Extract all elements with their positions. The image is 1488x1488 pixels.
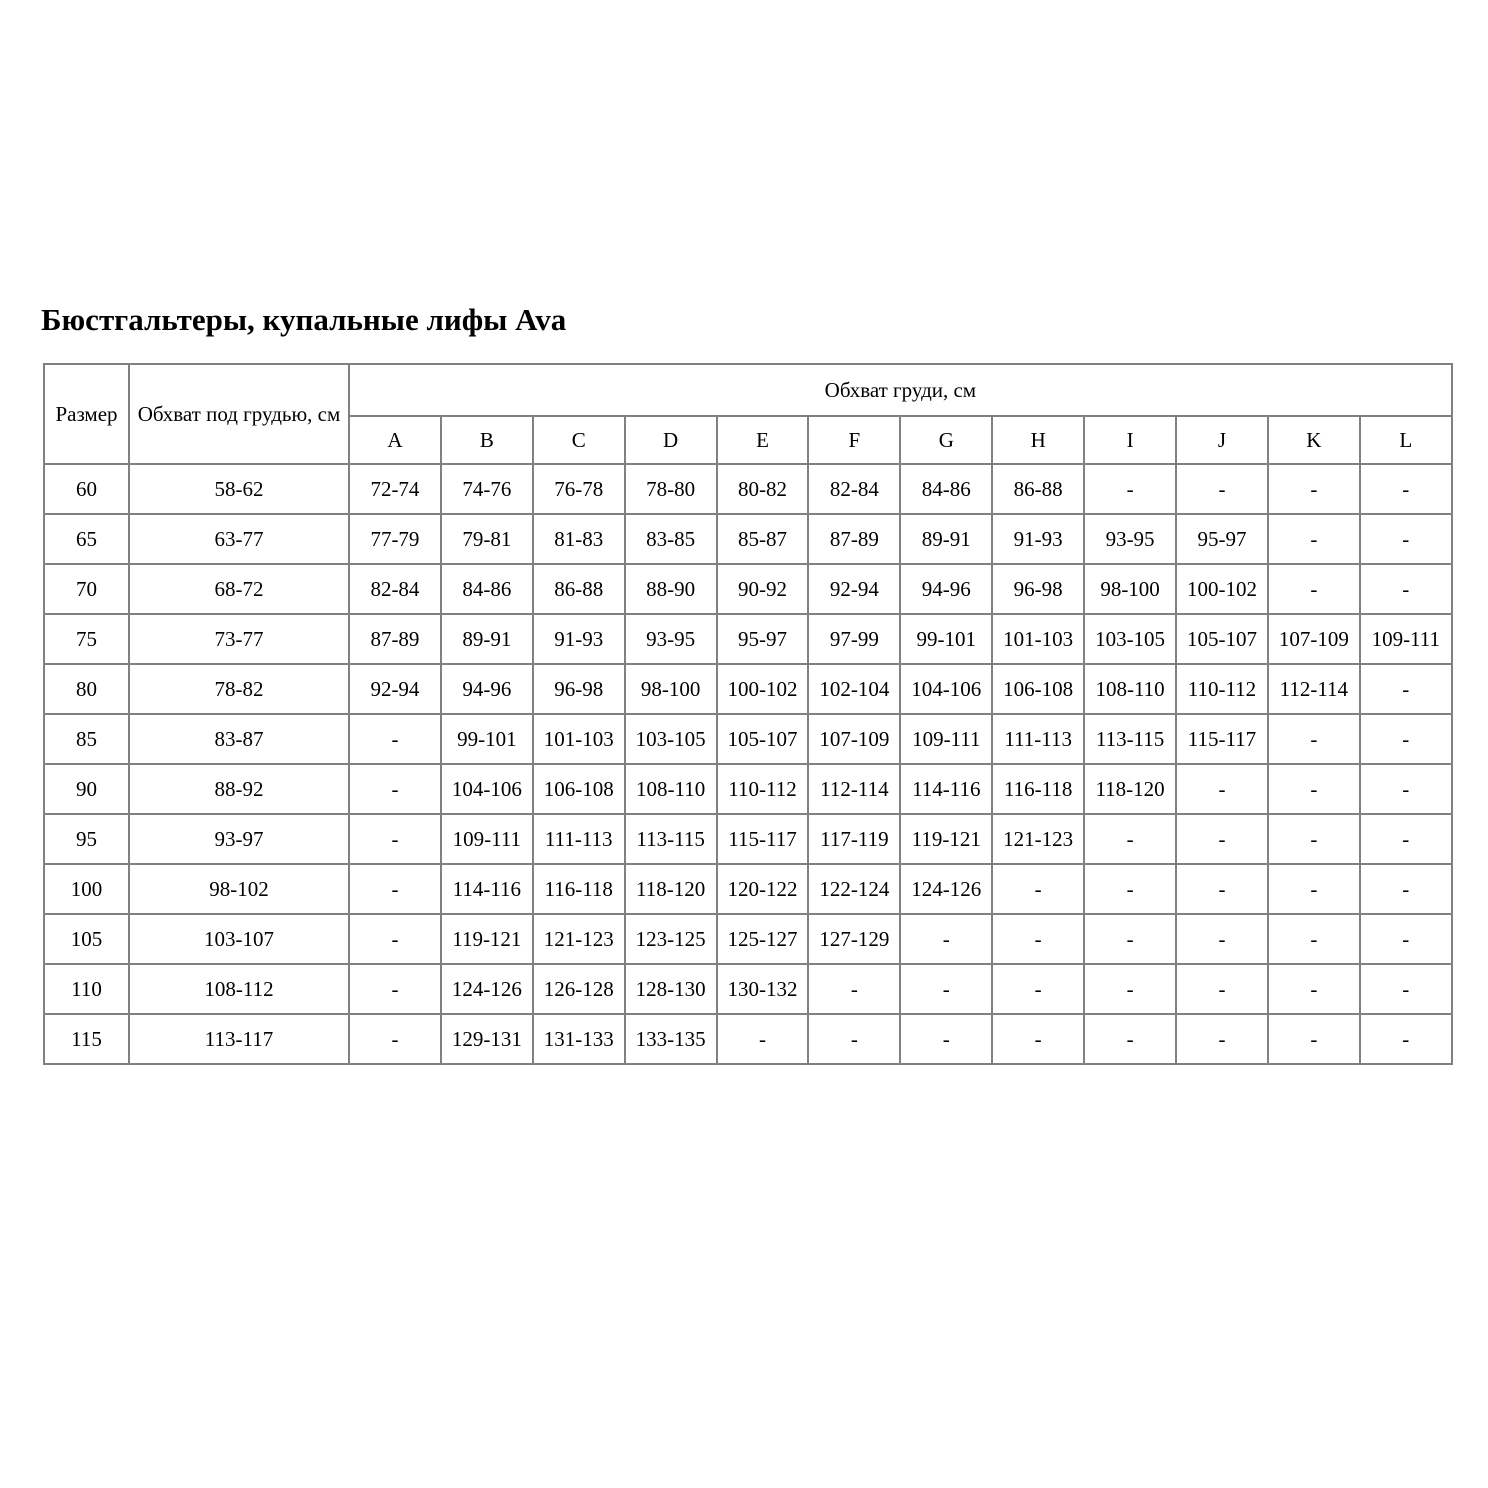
underbust-cell: 113-117 [129, 1014, 349, 1064]
table-row [44, 564, 1452, 614]
header-cup-i: I [1084, 416, 1176, 464]
cup-cell: 84-86 [900, 464, 992, 514]
cup-cell: 94-96 [441, 664, 533, 714]
header-cup-d: D [625, 416, 717, 464]
cup-cell: 125-127 [717, 914, 809, 964]
cup-cell: 82-84 [808, 464, 900, 514]
cup-cell: 100-102 [1176, 564, 1268, 614]
cup-cell: 110-112 [717, 764, 809, 814]
size-cell: 115 [44, 1014, 129, 1064]
cup-cell: 127-129 [808, 914, 900, 964]
size-cell: 95 [44, 814, 129, 864]
table-row [44, 514, 1452, 564]
underbust-cell: 73-77 [129, 614, 349, 664]
underbust-cell: 63-77 [129, 514, 349, 564]
underbust-cell: 93-97 [129, 814, 349, 864]
cup-cell: 115-117 [717, 814, 809, 864]
cup-cell: 123-125 [625, 914, 717, 964]
cup-cell: - [1268, 814, 1360, 864]
table-row [44, 714, 1452, 764]
cup-cell: 91-93 [992, 514, 1084, 564]
cup-cell: 131-133 [533, 1014, 625, 1064]
cup-cell: 98-100 [1084, 564, 1176, 614]
cup-cell: 119-121 [441, 914, 533, 964]
table-row [44, 864, 1452, 914]
cup-cell: - [900, 964, 992, 1014]
cup-cell: - [1360, 864, 1452, 914]
cup-cell: - [1360, 1014, 1452, 1064]
cup-cell: - [1360, 664, 1452, 714]
cup-cell: 90-92 [717, 564, 809, 614]
cup-cell: - [349, 764, 441, 814]
cup-cell: 85-87 [717, 514, 809, 564]
cup-cell: - [349, 1014, 441, 1064]
size-chart-table [43, 363, 1453, 1065]
cup-cell: 109-111 [1360, 614, 1452, 664]
header-cup-f: F [808, 416, 900, 464]
cup-cell: 113-115 [625, 814, 717, 864]
size-cell: 90 [44, 764, 129, 814]
cup-cell: 87-89 [808, 514, 900, 564]
cup-cell: 91-93 [533, 614, 625, 664]
cup-cell: 119-121 [900, 814, 992, 864]
table-row [44, 814, 1452, 864]
cup-cell: 118-120 [1084, 764, 1176, 814]
cup-cell: 104-106 [441, 764, 533, 814]
table-row [44, 464, 1452, 514]
cup-cell: - [1360, 564, 1452, 614]
cup-cell: 87-89 [349, 614, 441, 664]
underbust-cell: 68-72 [129, 564, 349, 614]
cup-cell: 74-76 [441, 464, 533, 514]
cup-cell: 99-101 [441, 714, 533, 764]
cup-cell: 121-123 [533, 914, 625, 964]
cup-cell: 96-98 [992, 564, 1084, 614]
cup-cell: - [349, 714, 441, 764]
cup-cell: 111-113 [533, 814, 625, 864]
cup-cell: 115-117 [1176, 714, 1268, 764]
cup-cell: 116-118 [533, 864, 625, 914]
cup-cell: 89-91 [441, 614, 533, 664]
cup-cell: 83-85 [625, 514, 717, 564]
cup-cell: - [349, 914, 441, 964]
underbust-cell: 88-92 [129, 764, 349, 814]
cup-cell: 101-103 [533, 714, 625, 764]
cup-cell: 72-74 [349, 464, 441, 514]
cup-cell: 89-91 [900, 514, 992, 564]
cup-cell: 112-114 [1268, 664, 1360, 714]
cup-cell: 110-112 [1176, 664, 1268, 714]
cup-cell: - [717, 1014, 809, 1064]
cup-cell: - [1268, 514, 1360, 564]
cup-cell: - [1084, 864, 1176, 914]
table-row [44, 914, 1452, 964]
underbust-cell: 108-112 [129, 964, 349, 1014]
cup-cell: 108-110 [625, 764, 717, 814]
cup-cell: 130-132 [717, 964, 809, 1014]
cup-cell: 114-116 [900, 764, 992, 814]
cup-cell: - [992, 864, 1084, 914]
underbust-cell: 83-87 [129, 714, 349, 764]
cup-cell: - [349, 814, 441, 864]
header-cup-a: A [349, 416, 441, 464]
cup-cell: 77-79 [349, 514, 441, 564]
cup-cell: 109-111 [441, 814, 533, 864]
header-cup-b: B [441, 416, 533, 464]
cup-cell: - [1360, 514, 1452, 564]
cup-cell: - [1360, 714, 1452, 764]
cup-cell: - [1268, 914, 1360, 964]
cup-cell: 80-82 [717, 464, 809, 514]
cup-cell: - [808, 964, 900, 1014]
size-cell: 110 [44, 964, 129, 1014]
cup-cell: - [808, 1014, 900, 1064]
cup-cell: 76-78 [533, 464, 625, 514]
table-row [44, 614, 1452, 664]
cup-cell: - [349, 964, 441, 1014]
cup-cell: 101-103 [992, 614, 1084, 664]
cup-cell: 92-94 [808, 564, 900, 614]
cup-cell: 107-109 [808, 714, 900, 764]
cup-cell: 116-118 [992, 764, 1084, 814]
cup-cell: - [900, 914, 992, 964]
table-row [44, 964, 1452, 1014]
cup-cell: - [1360, 764, 1452, 814]
underbust-cell: 58-62 [129, 464, 349, 514]
page-title: Бюстгальтеры, купальные лифы Ava [41, 302, 567, 337]
cup-cell: 108-110 [1084, 664, 1176, 714]
cup-cell: - [349, 864, 441, 914]
header-cup-g: G [900, 416, 992, 464]
cup-cell: - [1176, 814, 1268, 864]
cup-cell: 129-131 [441, 1014, 533, 1064]
cup-cell: - [1084, 464, 1176, 514]
header-cup-j: J [1176, 416, 1268, 464]
cup-cell: - [1268, 564, 1360, 614]
header-row-top [44, 364, 1452, 416]
cup-cell: 95-97 [1176, 514, 1268, 564]
cup-cell: 133-135 [625, 1014, 717, 1064]
cup-cell: 128-130 [625, 964, 717, 1014]
cup-cell: 79-81 [441, 514, 533, 564]
table-row [44, 764, 1452, 814]
header-size: Размер [44, 364, 129, 464]
header-cup-h: H [992, 416, 1084, 464]
cup-cell: 111-113 [992, 714, 1084, 764]
cup-cell: - [992, 914, 1084, 964]
cup-cell: - [1176, 464, 1268, 514]
header-cup-l: L [1360, 416, 1452, 464]
size-cell: 65 [44, 514, 129, 564]
cup-cell: 103-105 [625, 714, 717, 764]
cup-cell: 106-108 [533, 764, 625, 814]
cup-cell: - [1084, 964, 1176, 1014]
cup-cell: 105-107 [717, 714, 809, 764]
cup-cell: - [1360, 814, 1452, 864]
header-bust-span: Обхват груди, см [349, 364, 1452, 416]
cup-cell: 86-88 [992, 464, 1084, 514]
size-cell: 85 [44, 714, 129, 764]
cup-cell: - [1084, 814, 1176, 864]
cup-cell: 95-97 [717, 614, 809, 664]
cup-cell: - [1084, 914, 1176, 964]
cup-cell: 78-80 [625, 464, 717, 514]
cup-cell: 102-104 [808, 664, 900, 714]
cup-cell: - [1176, 964, 1268, 1014]
table-row [44, 1014, 1452, 1064]
cup-cell: 93-95 [1084, 514, 1176, 564]
cup-cell: 121-123 [992, 814, 1084, 864]
cup-cell: 97-99 [808, 614, 900, 664]
table-body [44, 464, 1452, 1064]
size-cell: 70 [44, 564, 129, 614]
cup-cell: 86-88 [533, 564, 625, 614]
underbust-cell: 98-102 [129, 864, 349, 914]
cup-cell: 122-124 [808, 864, 900, 914]
cup-cell: - [1268, 964, 1360, 1014]
size-cell: 75 [44, 614, 129, 664]
size-cell: 60 [44, 464, 129, 514]
underbust-cell: 78-82 [129, 664, 349, 714]
header-cup-k: K [1268, 416, 1360, 464]
size-cell: 100 [44, 864, 129, 914]
underbust-cell: 103-107 [129, 914, 349, 964]
cup-cell: 94-96 [900, 564, 992, 614]
cup-cell: - [1176, 1014, 1268, 1064]
cup-cell: 93-95 [625, 614, 717, 664]
cup-cell: 84-86 [441, 564, 533, 614]
cup-cell: 124-126 [441, 964, 533, 1014]
cup-cell: - [1268, 714, 1360, 764]
cup-cell: - [1268, 764, 1360, 814]
table-header [44, 364, 1452, 464]
cup-cell: 126-128 [533, 964, 625, 1014]
cup-cell: 82-84 [349, 564, 441, 614]
cup-cell: 106-108 [992, 664, 1084, 714]
cup-cell: 98-100 [625, 664, 717, 714]
cup-cell: - [1176, 764, 1268, 814]
cup-cell: 120-122 [717, 864, 809, 914]
header-underbust: Обхват под грудью, см [129, 364, 349, 464]
cup-cell: - [1268, 464, 1360, 514]
size-cell: 80 [44, 664, 129, 714]
cup-cell: 124-126 [900, 864, 992, 914]
cup-cell: - [992, 1014, 1084, 1064]
cup-cell: - [1360, 464, 1452, 514]
cup-cell: - [1176, 914, 1268, 964]
cup-cell: 114-116 [441, 864, 533, 914]
cup-cell: 112-114 [808, 764, 900, 814]
cup-cell: - [1268, 1014, 1360, 1064]
cup-cell: 103-105 [1084, 614, 1176, 664]
cup-cell: 100-102 [717, 664, 809, 714]
cup-cell: - [1360, 914, 1452, 964]
cup-cell: 105-107 [1176, 614, 1268, 664]
size-cell: 105 [44, 914, 129, 964]
cup-cell: 81-83 [533, 514, 625, 564]
table-row [44, 664, 1452, 714]
cup-cell: 113-115 [1084, 714, 1176, 764]
cup-cell: 118-120 [625, 864, 717, 914]
cup-cell: 92-94 [349, 664, 441, 714]
cup-cell: - [1360, 964, 1452, 1014]
cup-cell: - [1084, 1014, 1176, 1064]
cup-cell: 99-101 [900, 614, 992, 664]
cup-cell: 107-109 [1268, 614, 1360, 664]
cup-cell: 109-111 [900, 714, 992, 764]
cup-cell: - [900, 1014, 992, 1064]
cup-cell: - [1176, 864, 1268, 914]
header-cup-c: C [533, 416, 625, 464]
cup-cell: - [992, 964, 1084, 1014]
cup-cell: - [1268, 864, 1360, 914]
header-cup-e: E [717, 416, 809, 464]
cup-cell: 117-119 [808, 814, 900, 864]
cup-cell: 104-106 [900, 664, 992, 714]
cup-cell: 88-90 [625, 564, 717, 614]
cup-cell: 96-98 [533, 664, 625, 714]
